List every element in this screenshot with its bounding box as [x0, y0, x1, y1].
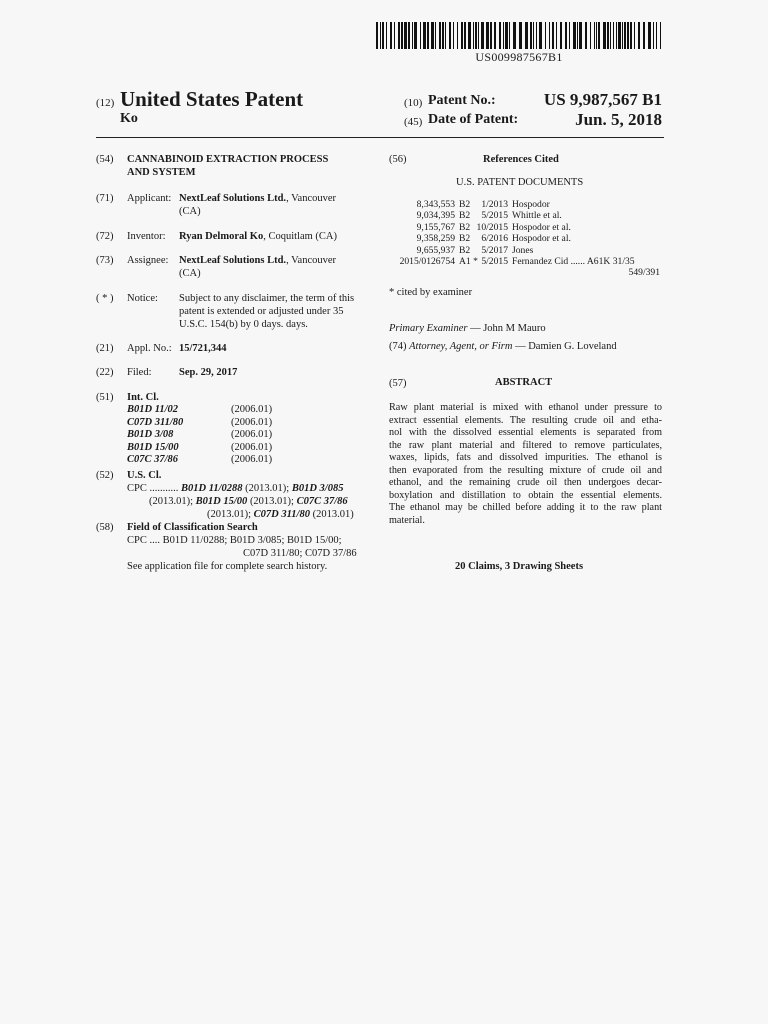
inventor-surname: Ko: [120, 111, 138, 126]
uscl-line1: CPC ........... B01D 11/0288 (2013.01); B01D 3/085: [127, 483, 344, 494]
document-type: United States Patent: [120, 87, 304, 111]
field-code: (58): [96, 522, 114, 533]
abstract-line: The ethanol may be chilled before adding it to the raw plant: [389, 502, 662, 514]
filed-label: Filed:: [127, 367, 152, 378]
notice-line3: U.S.C. 154(b) by 0 days. days.: [179, 319, 308, 330]
invention-title-line2: AND SYSTEM: [127, 167, 196, 178]
abstract-code: (57): [389, 378, 407, 389]
abstract-line: material.: [389, 514, 425, 526]
barcode-number: US009987567B1: [475, 50, 563, 64]
assignee-label: Assignee:: [127, 255, 169, 266]
abstract-line: then evaporated from the resulting mixture of crude oil and: [389, 464, 662, 476]
abstract-title: ABSTRACT: [495, 377, 553, 388]
notice-code: ( * ): [96, 293, 114, 304]
applicant-country: (CA): [179, 206, 201, 217]
barcode: [376, 22, 662, 49]
uscl-label: U.S. Cl.: [127, 470, 162, 481]
field-line3: See application file for complete search history.: [127, 561, 328, 572]
notice-line1: Subject to any disclaimer, the term of this: [179, 293, 355, 304]
reference-row: 9,155,767 B2 10/2015 Hospodor et al.: [416, 221, 571, 233]
refs-code: (56): [389, 154, 407, 165]
filed-code: (22): [96, 367, 114, 378]
code-45: (45): [404, 116, 423, 128]
intcl-row: B01D 3/08 (2006.01): [127, 429, 273, 441]
invention-title-line1: CANNABINOID EXTRACTION PROCESS: [127, 154, 329, 165]
uscl-line2: (2013.01); B01D 15/00 (2013.01); C07C 37/86: [149, 496, 348, 507]
uscl-line3: (2013.01); C07D 311/80 (2013.01): [207, 509, 354, 520]
applicant-value: NextLeaf Solutions Ltd., Vancouver: [179, 193, 337, 204]
applicant-label: Applicant:: [127, 193, 172, 204]
code-10: (10): [404, 97, 423, 109]
intcl-row: B01D 11/02 (2006.01): [127, 404, 273, 415]
abstract-line: nol with the dissolved essential elements is separated from: [389, 427, 662, 439]
field-line2: C07D 311/80; C07D 37/86: [243, 548, 357, 559]
primary-examiner: Primary Examiner — John M Mauro: [389, 323, 546, 334]
claims-summary: 20 Claims, 3 Drawing Sheets: [455, 561, 584, 572]
barcode-bar: [661, 22, 662, 49]
abstract-text: [389, 402, 662, 527]
intcl-code: (51): [96, 392, 114, 403]
inventor-code: (72): [96, 231, 114, 242]
intcl-list: [127, 404, 287, 467]
assignee-country: (CA): [179, 268, 201, 279]
reference-row: 2015/0126754 A1 * 5/2015 Fernandez Cid ...... A61K 31/35: [399, 255, 635, 267]
abstract-line: extract essential elements. The resulting crude oil and etha-: [389, 414, 662, 426]
abstract-line: boxylation and distillation to obtain the essential elements.: [389, 489, 662, 501]
date-of-patent: Jun. 5, 2018: [575, 110, 662, 129]
attorney: (74) Attorney, Agent, or Firm — Damien G. Loveland: [389, 341, 617, 352]
reference-row: 9,034,395 B2 5/2015 Whittle et al.: [416, 210, 562, 222]
abstract-line: Raw plant material is mixed with ethanol under pressure to: [389, 402, 662, 413]
references-table: [389, 199, 664, 279]
intcl-label: Int. Cl.: [127, 392, 159, 403]
notice-label: Notice:: [127, 293, 158, 304]
reference-row: 9,358,259 B2 6/2016 Hospodor et al.: [416, 233, 571, 245]
intcl-row: C07C 37/86 (2006.01): [127, 454, 273, 466]
assignee-value: NextLeaf Solutions Ltd., Vancouver: [179, 255, 337, 266]
appl-code: (21): [96, 343, 114, 354]
appl-label: Appl. No.:: [127, 343, 172, 354]
inventor-label: Inventor:: [127, 231, 166, 242]
applicant-code: (71): [96, 193, 114, 204]
reference-continuation: 549/391: [628, 267, 660, 279]
notice-line2: patent is extended or adjusted under 35: [179, 306, 344, 317]
date-of-patent-label: Date of Patent:: [428, 112, 519, 127]
patent-number: US 9,987,567 B1: [543, 90, 662, 109]
title-code: (54): [96, 154, 114, 165]
field-line1: CPC .... B01D 11/0288; B01D 3/085; B01D 15/00;: [127, 535, 342, 546]
refs-subtitle: U.S. PATENT DOCUMENTS: [456, 177, 584, 188]
inventor-value: Ryan Delmoral Ko, Coquitlam (CA): [179, 231, 338, 242]
abstract-line: waxes, lipids, fats and dissolved impurities. The ethanol is: [389, 452, 662, 464]
refs-title: References Cited: [483, 154, 559, 165]
assignee-code: (73): [96, 255, 114, 266]
field-label: Field of Classification Search: [127, 522, 258, 533]
code-12: (12): [96, 97, 115, 109]
abstract-line: ethanol, and the remaining crude oil then undergoes decar-: [389, 477, 662, 489]
intcl-row: C07D 311/80 (2006.01): [127, 416, 273, 428]
appl-number: 15/721,344: [179, 343, 227, 354]
reference-row: 8,343,553 B2 1/2013 Hospodor: [416, 199, 550, 210]
intcl-row: B01D 15/00 (2006.01): [127, 441, 273, 453]
cited-by-examiner: * cited by examiner: [389, 287, 473, 298]
uscl-code: (52): [96, 470, 114, 481]
filed-date: Sep. 29, 2017: [179, 367, 238, 378]
patent-no-label: Patent No.:: [428, 93, 496, 108]
abstract-line: the raw plant material and filtered to remove particulates,: [389, 439, 662, 451]
reference-row: 9,655,937 B2 5/2017 Jones: [416, 244, 534, 256]
header-rule: [96, 137, 664, 138]
